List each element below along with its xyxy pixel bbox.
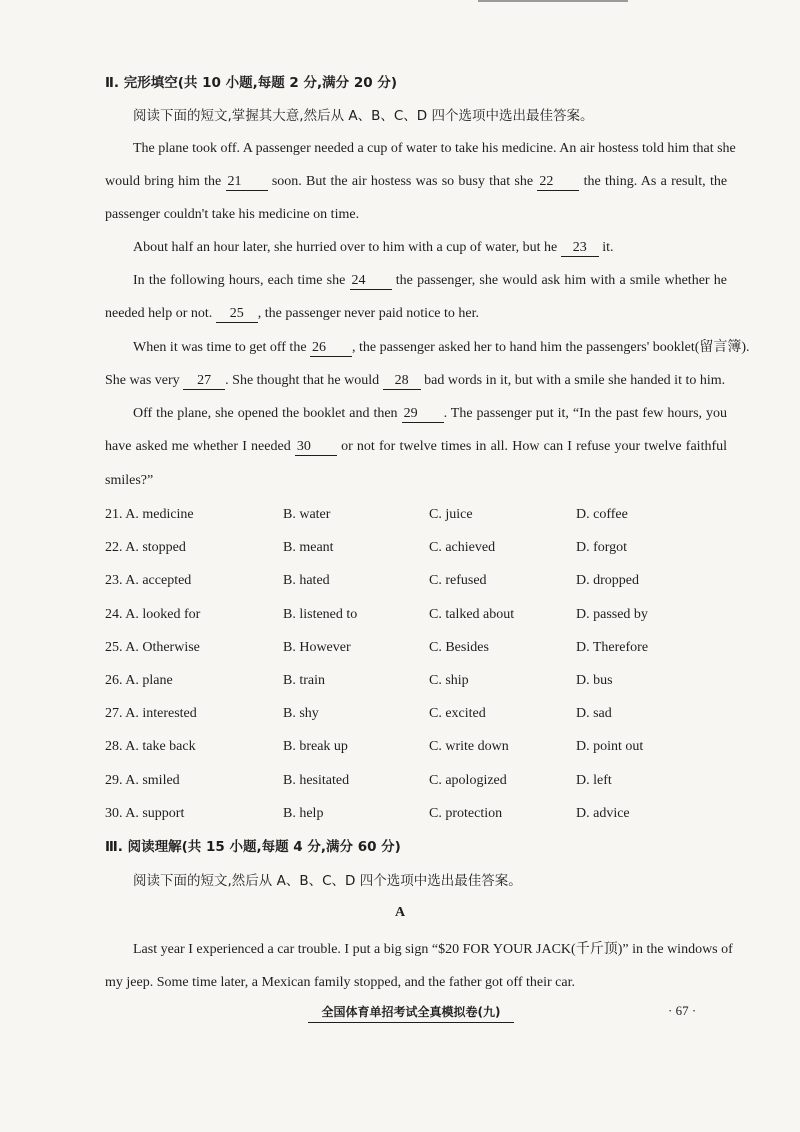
passage-text: needed help or not. (105, 306, 213, 321)
option-a: 26. A. plane (105, 673, 173, 688)
passage-line (133, 338, 750, 358)
option-a: 27. A. interested (105, 706, 197, 721)
blank-27: 27 (183, 372, 225, 390)
passage-text: the passenger, she would ask him with a smile whether he (395, 273, 727, 288)
passage-line (105, 205, 727, 225)
option-a: 23. A. accepted (105, 573, 192, 588)
question-options (105, 605, 745, 625)
option-b: B. listened to (283, 607, 358, 622)
passage-text: the thing. As a result, the (583, 174, 728, 189)
passage-text: In the following hours, each time she (133, 273, 346, 288)
option-c: C. achieved (429, 540, 496, 555)
question-options (105, 505, 745, 525)
question-options (105, 771, 745, 791)
footer-title: 全国体育单招考试全真模拟卷(九) (308, 1003, 514, 1023)
section-3-heading: Ⅲ. 阅读理解(共 15 小题,每题 4 分,满分 60 分) (105, 839, 401, 855)
passage-text: my jeep. Some time later, a Mexican family stopped, and the father got off their car. (105, 975, 575, 990)
passage-text: soon. But the air hostess was so busy that she (271, 174, 534, 189)
passage-label: A (394, 905, 406, 920)
page-number: · 67 · (668, 1003, 697, 1018)
option-b: B. hesitated (283, 773, 350, 788)
option-c: C. Besides (429, 640, 489, 655)
question-options (105, 571, 745, 591)
section-2-heading: Ⅱ. 完形填空(共 10 小题,每题 2 分,满分 20 分) (105, 75, 397, 91)
option-d: D. Therefore (576, 640, 649, 655)
question-options (105, 638, 745, 658)
option-b: B. water (283, 507, 331, 522)
passage-text: . She thought that he would (225, 373, 380, 388)
passage-text: it. (602, 240, 614, 255)
option-d: D. bus (576, 673, 613, 688)
blank-23: 23 (561, 239, 599, 257)
blank-22: 22 (537, 173, 579, 191)
blank-28: 28 (383, 372, 421, 390)
option-b: B. hated (283, 573, 330, 588)
option-b: B. train (283, 673, 325, 688)
option-a: 29. A. smiled (105, 773, 180, 788)
blank-21: 21 (226, 173, 268, 191)
passage-line (133, 238, 727, 258)
option-b: B. shy (283, 706, 319, 721)
blank-30: 30 (295, 438, 337, 456)
option-b: B. However (283, 640, 351, 655)
question-options (105, 704, 745, 724)
passage-text: , the passenger asked her to hand him the passengers' booklet(留言簿). (352, 340, 750, 355)
option-a: 22. A. stopped (105, 540, 186, 555)
passage-line (133, 940, 733, 960)
option-d: D. passed by (576, 607, 648, 622)
passage-line (105, 172, 727, 192)
option-c: C. juice (429, 507, 473, 522)
passage-text: bad words in it, but with a smile she handed it to him. (424, 373, 726, 388)
option-d: D. forgot (576, 540, 628, 555)
passage-text: would bring him the (105, 174, 222, 189)
passage-text: have asked me whether I needed (105, 439, 291, 454)
passage-text: The plane took off. A passenger needed a cup of water to take his medicine. An air hostess told him that she (133, 141, 736, 156)
section-2-instruction: 阅读下面的短文,掌握其大意,然后从 A、B、C、D 四个选项中选出最佳答案。 (133, 108, 594, 124)
option-d: D. dropped (576, 573, 639, 588)
section-3-instruction: 阅读下面的短文,然后从 A、B、C、D 四个选项中选出最佳答案。 (133, 873, 522, 889)
passage-line (105, 471, 727, 491)
passage-text: or not for twelve times in all. How can I refuse your twelve faithful (341, 439, 728, 454)
passage-line (105, 973, 727, 993)
option-a: 21. A. medicine (105, 507, 194, 522)
passage-text: About half an hour later, she hurried over to him with a cup of water, but he (133, 240, 558, 255)
option-d: D. point out (576, 739, 644, 754)
passage-line (105, 304, 727, 324)
option-b: B. break up (283, 739, 348, 754)
option-c: C. ship (429, 673, 469, 688)
passage-text: Off the plane, she opened the booklet and then (133, 406, 398, 421)
passage-text: passenger couldn't take his medicine on time. (105, 207, 360, 222)
passage-text: , the passenger never paid notice to her. (257, 306, 479, 321)
question-options (105, 737, 745, 757)
question-options (105, 671, 745, 691)
option-a: 25. A. Otherwise (105, 640, 200, 655)
passage-line (133, 404, 727, 424)
option-b: B. help (283, 806, 324, 821)
option-c: C. talked about (429, 607, 515, 622)
question-options (105, 538, 745, 558)
option-a: 24. A. looked for (105, 607, 201, 622)
blank-24: 24 (350, 272, 392, 290)
option-d: D. left (576, 773, 612, 788)
passage-text: smiles?” (105, 473, 154, 488)
passage-text: . The passenger put it, “In the past few hours, you (443, 406, 728, 421)
option-c: C. write down (429, 739, 509, 754)
passage-text: Last year I experienced a car trouble. I put a big sign “$20 FOR YOUR JACK(千斤顶)” in the windows of (133, 942, 733, 957)
option-b: B. meant (283, 540, 334, 555)
passage-text: She was very (105, 373, 180, 388)
option-a: 28. A. take back (105, 739, 196, 754)
question-options (105, 804, 745, 824)
option-d: D. sad (576, 706, 612, 721)
option-d: D. advice (576, 806, 630, 821)
option-c: C. refused (429, 573, 487, 588)
blank-29: 29 (402, 405, 444, 423)
option-c: C. apologized (429, 773, 507, 788)
option-c: C. excited (429, 706, 486, 721)
passage-line (133, 139, 736, 159)
passage-text: When it was time to get off the (133, 340, 307, 355)
passage-line (105, 437, 727, 457)
passage-line (133, 271, 727, 291)
passage-line (105, 371, 727, 391)
blank-25: 25 (216, 305, 258, 323)
blank-26: 26 (310, 339, 352, 357)
option-a: 30. A. support (105, 806, 185, 821)
option-c: C. protection (429, 806, 503, 821)
option-d: D. coffee (576, 507, 628, 522)
